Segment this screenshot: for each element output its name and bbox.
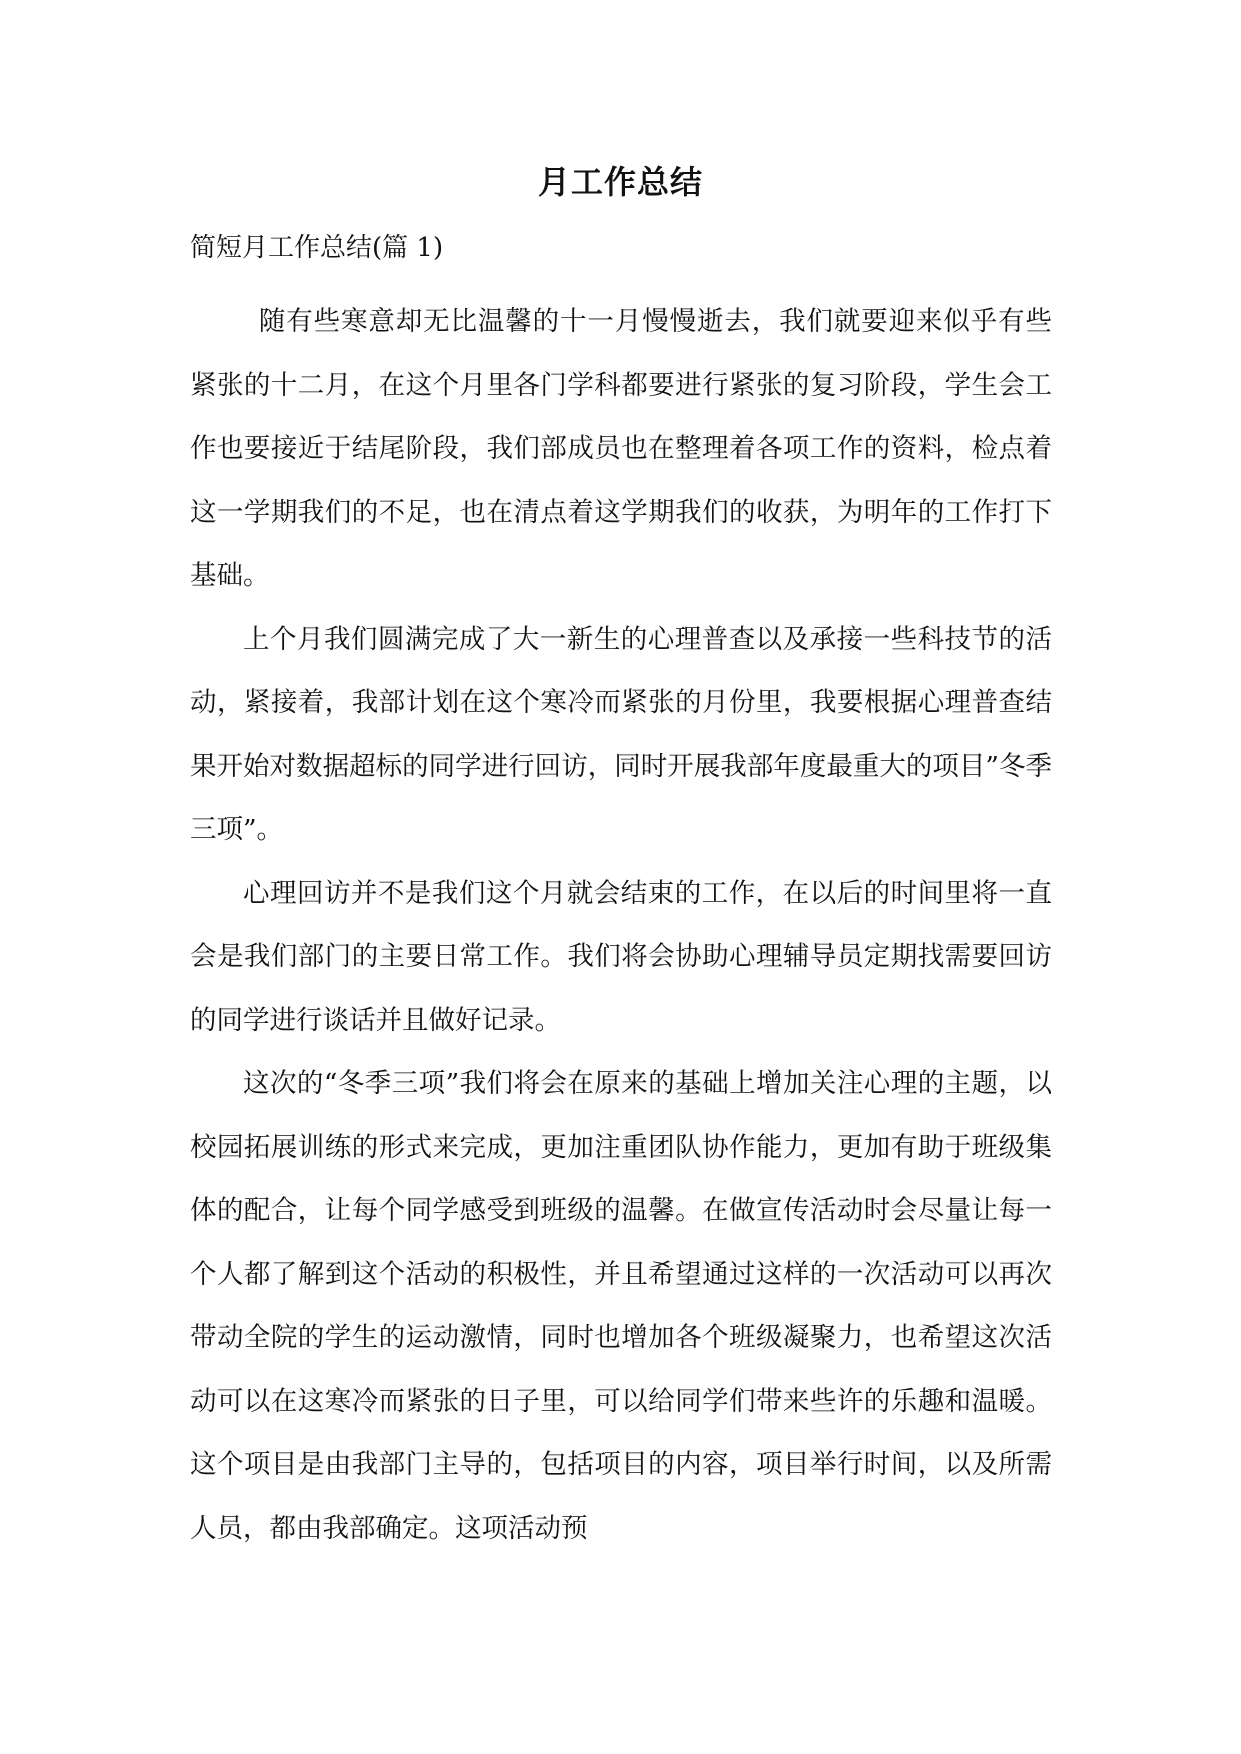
paragraph-2: 上个月我们圆满完成了大一新生的心理普查以及承接一些科技节的活动，紧接着，我部计划在这个寒冷而紧张的月份里，我要根据心理普查结果开始对数据超标的同学进行回访，同时开展我部年度最重大的项目”冬季三项”。: [190, 623, 1052, 845]
paragraph-1: 随有些寒意却无比温馨的十一月慢慢逝去，我们就要迎来似乎有些紧张的十二月，在这个月里各门学科都要进行紧张的复习阶段，学生会工作也要接近于结尾阶段，我们部成员也在整理着各项工作的资料，检点着这一学期我们的不足，也在清点着这学期我们的收获，为明年的工作打下基础。: [190, 306, 1052, 591]
paragraph-3: 心理回访并不是我们这个月就会结束的工作，在以后的时间里将一直会是我们部门的主要日常工作。我们将会协助心理辅导员定期找需要回访的同学进行谈话并且做好记录。: [190, 877, 1052, 1036]
document-title: 月工作总结: [537, 163, 703, 201]
document-subtitle: 简短月工作总结(篇 1): [190, 233, 444, 263]
paragraph-4: 这次的“冬季三项”我们将会在原来的基础上增加关注心理的主题，以校园拓展训练的形式来完成，更加注重团队协作能力，更加有助于班级集体的配合，让每个同学感受到班级的温馨。在做宣传活动时会尽量让每一个人都了解到这个活动的积极性，并且希望通过这样的一次活动可以再次带动全院的学生的运动激情，同时也增加各个班级凝聚力，也希望这次活动可以在这寒冷而紧张的日子里，可以给同学们带来些许的乐趣和温暖。这个项目是由我部门主导的，包括项目的内容，项目举行时间，以及所需人员，都由我部确定。这项活动预: [190, 1068, 1052, 1544]
document-body: [190, 290, 1052, 1560]
